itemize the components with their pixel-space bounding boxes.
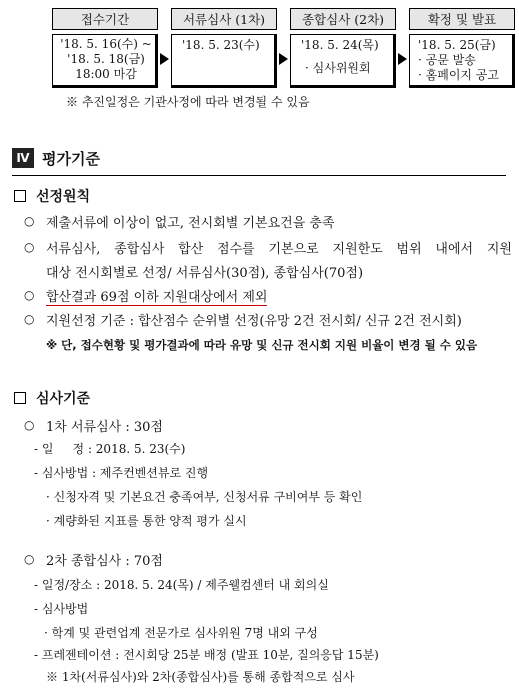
second-review-date: - 일정/장소 : 2018. 5. 24(목) / 제주웰컴센터 내 회의실	[34, 578, 329, 592]
flow-line: 18:00 마감	[75, 67, 137, 81]
flow-header-label: 접수기간	[80, 12, 130, 27]
flow-header-4	[409, 8, 515, 30]
flow-header-2	[171, 8, 277, 30]
circle-bullet-icon: ○	[24, 418, 35, 432]
second-review-presentation: - 프레젠테이션 : 전시회당 25분 배정 (발표 10분, 질의응답 15분)	[34, 648, 379, 662]
selection-item: 대상 전시회별로 선정/ 서류심사(30점), 종합심사(70점)	[46, 266, 364, 281]
flow-line: '18. 5. 25(금)	[418, 38, 496, 52]
flow-line: '18. 5. 16(수) ~	[60, 37, 152, 51]
flow-box-3	[290, 34, 396, 88]
flow-line: '18. 5. 18(금)	[67, 52, 145, 66]
first-review-date: - 일 정 : 2018. 5. 23(수)	[34, 442, 186, 456]
section-title: 평가기준	[42, 150, 100, 168]
first-review-title: 1차 서류심사 : 30점	[46, 420, 163, 435]
selection-item-text: 합산결과 69점 이하 지원대상에서 제외	[46, 290, 268, 305]
flow-header-label: 종합심사 (2차)	[301, 12, 385, 27]
flow-header-label: 서류심사 (1차)	[182, 12, 266, 27]
flow-header-1	[52, 8, 158, 30]
circle-bullet-icon: ○	[24, 214, 35, 228]
second-review-note: ※ 1차(서류심사)와 2차(종합심사)를 통해 종합적으로 심사	[46, 670, 355, 684]
first-review-bullet: · 계량화된 지표를 통한 양적 평가 실시	[46, 514, 247, 528]
circle-bullet-icon: ○	[24, 312, 35, 326]
flow-header-label: 확정 및 발표	[427, 12, 497, 27]
section-divider	[12, 175, 506, 176]
selection-note: ※ 단, 접수현황 및 평가결과에 따라 유망 및 신규 전시회 지원 비율이 변경 될 수 있음	[46, 338, 478, 352]
checkbox-square-icon	[14, 190, 26, 202]
selection-item: 지원선정 기준 : 합산점수 순위별 선정(유망 2건 전시회/ 신규 2건 전시회)	[46, 314, 462, 329]
selection-item	[46, 286, 267, 305]
review-heading: 심사기준	[36, 391, 91, 407]
circle-bullet-icon: ○	[24, 288, 35, 302]
second-review-method: - 심사방법	[34, 602, 89, 616]
flow-box-4	[409, 34, 515, 88]
flow-line: · 홈페이지 공고	[418, 68, 499, 82]
first-review-bullet: · 신청자격 및 기본요건 충족여부, 신청서류 구비여부 등 확인	[46, 490, 363, 504]
flow-line: '18. 5. 24(목)	[301, 38, 379, 52]
first-review-method: - 심사방법 : 제주컨벤션뷰로 진행	[34, 466, 209, 480]
flow-box-2	[171, 34, 277, 88]
flow-line: · 심사위원회	[305, 61, 371, 75]
checkbox-square-icon	[14, 392, 26, 404]
flow-header-3	[290, 8, 396, 30]
flow-line: · 공문 발송	[418, 53, 476, 67]
schedule-note: ※ 추진일정은 기관사정에 따라 변경될 수 있음	[66, 95, 310, 109]
selection-item: 제출서류에 이상이 없고, 전시회별 기본요건을 충족	[46, 216, 335, 231]
circle-bullet-icon: ○	[24, 552, 35, 566]
flow-line: '18. 5. 23(수)	[182, 38, 260, 52]
arrow-right-icon	[398, 53, 407, 65]
selection-heading: 선정원칙	[36, 189, 91, 205]
section-badge: Ⅳ	[12, 148, 34, 168]
arrow-right-icon	[160, 53, 169, 65]
second-review-bullet: · 학계 및 관련업계 전문가로 심사위원 7명 내외 구성	[44, 626, 318, 640]
flow-box-1	[52, 34, 158, 88]
selection-item: 서류심사, 종합심사 합산 점수를 기본으로 지원한도 범위 내에서 지원	[46, 242, 512, 257]
second-review-title: 2차 종합심사 : 70점	[46, 554, 163, 569]
arrow-right-icon	[279, 53, 288, 65]
circle-bullet-icon: ○	[24, 240, 35, 254]
